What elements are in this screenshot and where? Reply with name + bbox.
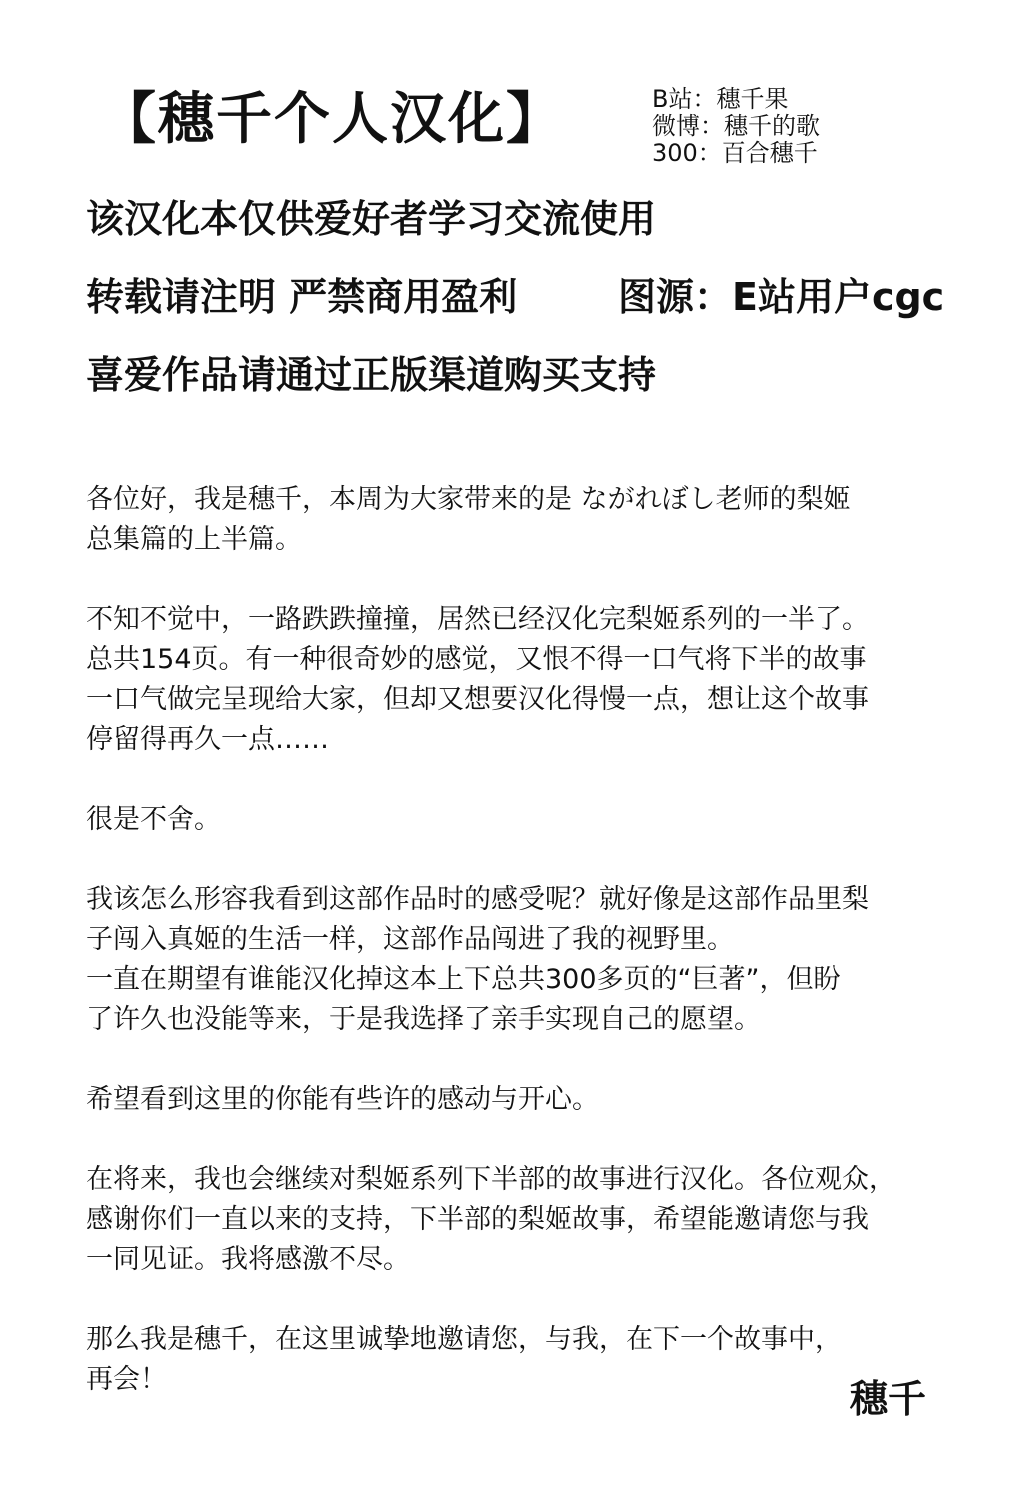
text-line: 子闯入真姬的生活一样，这部作品闯进了我的视野里。 <box>86 924 734 955</box>
contact-weibo: 微博：穗千的歌 <box>652 112 820 140</box>
paragraph-1 <box>86 480 966 560</box>
notice-line-1: 该汉化本仅供爱好者学习交流使用 <box>86 197 657 241</box>
translator-note <box>86 480 966 1440</box>
notice-line-2 <box>86 276 986 319</box>
text-line: 那么我是穗千，在这里诚挚地邀请您，与我，在下一个故事中， <box>86 1324 842 1355</box>
notice-no-commercial: 转载请注明 严禁商用盈利 <box>86 275 518 319</box>
paragraph-5 <box>86 1080 966 1120</box>
notice-block <box>86 198 986 432</box>
paragraph-7 <box>86 1320 966 1400</box>
text-line: 感谢你们一直以来的支持，下半部的梨姬故事，希望能邀请您与我 <box>86 1204 869 1235</box>
text-line: 各位好，我是穗千，本周为大家带来的是 ながれぼし老师的梨姬 <box>86 484 851 515</box>
paragraph-3 <box>86 800 966 840</box>
contact-300: 300：百合穗千 <box>652 139 818 167</box>
text-line: 一口气做完呈现给大家，但却又想要汉化得慢一点，想让这个故事 <box>86 684 869 715</box>
text-line: 在将来，我也会继续对梨姬系列下半部的故事进行汉化。各位观众， <box>86 1164 896 1195</box>
text-line: 很是不舍。 <box>86 804 221 835</box>
text-line: 了许久也没能等来，于是我选择了亲手实现自己的愿望。 <box>86 1004 761 1035</box>
contact-bilibili: B站：穗千果 <box>652 85 789 113</box>
text-line: 总共154页。有一种很奇妙的感觉，又恨不得一口气将下半的故事 <box>86 644 867 675</box>
signature: 穗千 <box>850 1377 927 1421</box>
text-line: 希望看到这里的你能有些许的感动与开心。 <box>86 1084 599 1115</box>
notice-line-3: 喜爱作品请通过正版渠道购买支持 <box>86 353 657 397</box>
text-line: 一同见证。我将感激不尽。 <box>86 1244 410 1275</box>
text-line: 一直在期望有谁能汉化掉这本上下总共300多页的“巨著”，但盼 <box>86 964 841 995</box>
contact-info <box>652 86 820 167</box>
text-line: 不知不觉中，一路跌跌撞撞，居然已经汉化完梨姬系列的一半了。 <box>86 604 869 635</box>
text-line: 我该怎么形容我看到这部作品时的感受呢？就好像是这部作品里梨 <box>86 884 869 915</box>
text-line: 再会！ <box>86 1364 167 1395</box>
text-line: 停留得再久一点…… <box>86 724 329 755</box>
text-line: 总集篇的上半篇。 <box>86 524 302 555</box>
page-title: 【穗千个人汉化】 <box>100 87 564 152</box>
paragraph-6 <box>86 1160 966 1280</box>
paragraph-4 <box>86 880 966 1040</box>
paragraph-2 <box>86 600 966 760</box>
image-source: 图源：E站用户cgc <box>618 275 945 319</box>
